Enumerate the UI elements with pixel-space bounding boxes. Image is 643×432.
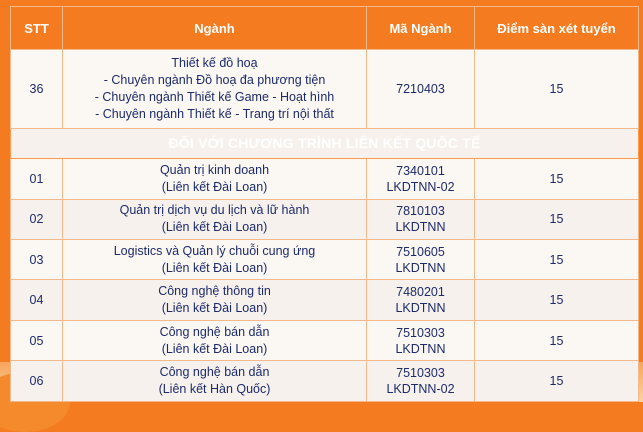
code-primary: 7810103	[396, 204, 445, 219]
major-name: Logistics và Quản lý chuỗi cung ứng	[113, 243, 316, 258]
code-primary: 7340101	[396, 163, 445, 178]
header-stt: STT	[11, 7, 63, 50]
major-name: Công nghệ thông tin	[158, 284, 271, 299]
major-sub-line: - Chuyên ngành Đồ hoạ đa phương tiện	[103, 72, 326, 87]
major-name: Quản trị dịch vụ du lịch và lữ hành	[119, 203, 310, 218]
table-row	[11, 159, 639, 199]
code-cell	[367, 280, 475, 320]
major-title: Thiết kế đồ hoạ	[171, 55, 258, 70]
code-secondary: LKDTNN	[395, 260, 446, 275]
major-name-cell	[63, 361, 367, 402]
score-cell: 15	[475, 361, 639, 402]
major-sub-line: - Chuyên ngành Thiết kế - Trang trí nội thất	[95, 106, 334, 121]
code-cell	[367, 199, 475, 239]
score-cell: 15	[475, 199, 639, 239]
score-cell: 15	[475, 280, 639, 320]
stt-cell: 03	[11, 239, 63, 279]
major-name-cell	[63, 159, 367, 199]
code-secondary: LKDTNN-02	[386, 179, 455, 194]
major-note: (Liên kết Đài Loan)	[161, 341, 268, 356]
major-name: Công nghệ bán dẫn	[159, 365, 270, 380]
header-row	[11, 7, 639, 50]
table-row	[11, 320, 639, 360]
table-row	[11, 199, 639, 239]
code-primary: 7480201	[396, 285, 445, 300]
major-sub-line: - Chuyên ngành Thiết kế Game - Hoạt hình	[94, 89, 335, 104]
section-header-row	[11, 128, 639, 158]
major-name: Công nghệ bán dẫn	[159, 324, 270, 339]
major-name-cell	[63, 50, 367, 129]
code-cell	[367, 239, 475, 279]
table-row	[11, 280, 639, 320]
major-name-cell	[63, 199, 367, 239]
code-secondary: LKDTNN-02	[386, 382, 455, 397]
major-note: (Liên kết Đài Loan)	[161, 301, 268, 316]
score-cell: 15	[475, 239, 639, 279]
header-ma-nganh: Mã Ngành	[367, 7, 475, 50]
code-primary: 7510605	[396, 244, 445, 259]
major-name-cell	[63, 239, 367, 279]
major-note: (Liên kết Đài Loan)	[161, 260, 268, 275]
code-cell	[367, 361, 475, 402]
code-cell	[367, 159, 475, 199]
code-secondary: LKDTNN	[395, 341, 446, 356]
stt-cell: 05	[11, 320, 63, 360]
code-primary: 7510303	[396, 325, 445, 340]
code-secondary: LKDTNN	[395, 301, 446, 316]
code-cell	[367, 320, 475, 360]
major-note: (Liên kết Hàn Quốc)	[158, 382, 271, 397]
code-secondary: LKDTNN	[395, 220, 446, 235]
code-primary: 7510303	[396, 366, 445, 381]
stt-cell: 04	[11, 280, 63, 320]
major-name-cell	[63, 320, 367, 360]
score-cell: 15	[475, 50, 639, 129]
table-row	[11, 239, 639, 279]
stt-cell: 36	[11, 50, 63, 129]
stt-cell: 06	[11, 361, 63, 402]
code-cell: 7210403	[367, 50, 475, 129]
score-cell: 15	[475, 320, 639, 360]
score-cell: 15	[475, 159, 639, 199]
section-title: ĐỐI VỚI CHƯƠNG TRÌNH LIÊN KẾT QUỐC TẾ	[11, 128, 639, 158]
header-nganh: Ngành	[63, 7, 367, 50]
major-name: Quản trị kinh doanh	[159, 162, 270, 177]
header-diem: Điểm sàn xét tuyển	[475, 7, 639, 50]
stt-cell: 01	[11, 159, 63, 199]
major-name-cell	[63, 280, 367, 320]
major-note: (Liên kết Đài Loan)	[161, 220, 268, 235]
stt-cell: 02	[11, 199, 63, 239]
admissions-table	[10, 6, 639, 402]
table-row	[11, 361, 639, 402]
table-row	[11, 50, 639, 129]
major-note: (Liên kết Đài Loan)	[161, 179, 268, 194]
